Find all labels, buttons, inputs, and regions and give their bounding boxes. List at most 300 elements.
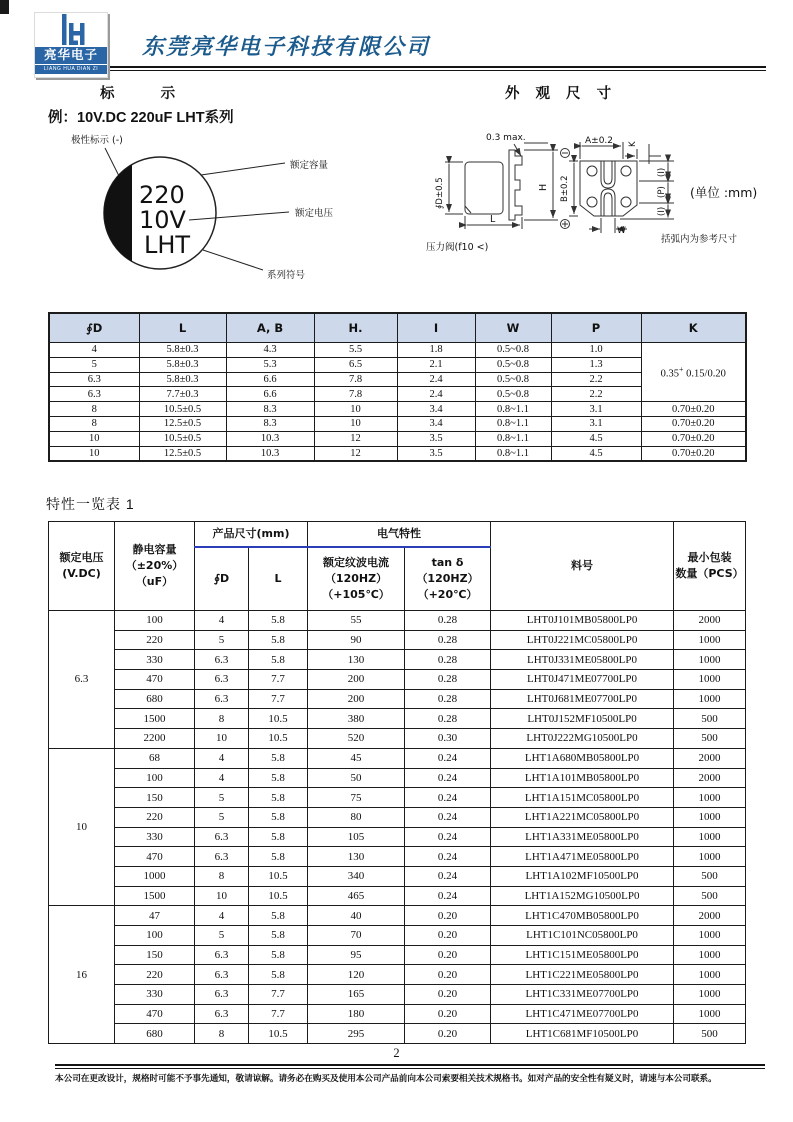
table-cell: 0.24 [405, 807, 491, 827]
table-cell: 2.4 [397, 387, 475, 402]
table-cell: 47 [115, 906, 195, 926]
table-cell: 10 [49, 431, 139, 446]
table-cell: LHT1C151ME05800LP0 [491, 945, 674, 965]
table-cell: 330 [115, 650, 195, 670]
table-row [49, 416, 746, 431]
table-cell: 45 [308, 748, 405, 768]
table-cell: 5.8±0.3 [139, 357, 226, 372]
table-row [49, 768, 746, 788]
table-cell: P [551, 313, 641, 343]
table-cell: 7.7 [249, 1004, 308, 1024]
table-cell: 0.5~0.8 [475, 357, 551, 372]
polarity-label: 极性标示 (-) [71, 135, 123, 146]
table-cell: 0.70±0.20 [641, 416, 746, 431]
table-cell: 1000 [674, 650, 746, 670]
table-cell: 0.28 [405, 670, 491, 690]
table-row [49, 343, 746, 358]
table-row [49, 630, 746, 650]
table-cell: 1.0 [551, 343, 641, 358]
table-cell: 7.8 [314, 372, 397, 387]
table-cell: L [249, 547, 308, 611]
table-cell: 470 [115, 670, 195, 690]
table-cell: 1000 [674, 788, 746, 808]
table-cell: 料号 [491, 522, 674, 611]
table-cell: 0.24 [405, 847, 491, 867]
table-cell: 500 [674, 729, 746, 749]
diameter-dim-label: ∮D±0.5 [435, 177, 445, 209]
table-cell: 7.7±0.3 [139, 387, 226, 402]
table-cell: 5 [195, 807, 249, 827]
table-cell: 500 [674, 886, 746, 906]
seat-plate-bottom-outline [580, 161, 637, 216]
table-cell: 200 [308, 670, 405, 690]
gap-dim-label: 0.3 max. [486, 133, 526, 143]
table-row [49, 1024, 746, 1044]
table-cell: 10.5±0.5 [139, 431, 226, 446]
table-cell: 10.5 [249, 729, 308, 749]
table-cell: 470 [115, 1004, 195, 1024]
table-cell: 4.5 [551, 431, 641, 446]
table-cell: 6.3 [195, 965, 249, 985]
cap-print-voltage: 10V [139, 206, 186, 234]
table-cell: 150 [115, 788, 195, 808]
table-cell: 8 [49, 416, 139, 431]
table-cell: 0.5~0.8 [475, 343, 551, 358]
table-row [49, 807, 746, 827]
table-cell: 2.4 [397, 372, 475, 387]
table-cell: L [139, 313, 226, 343]
table-row [49, 965, 746, 985]
table-cell: 0.20 [405, 945, 491, 965]
table-cell: 0.20 [405, 965, 491, 985]
table-cell: 8.3 [226, 402, 314, 417]
table-cell: LHT1C101NC05800LP0 [491, 926, 674, 946]
table-row [49, 402, 746, 417]
table-cell: 120 [308, 965, 405, 985]
voltage-group-cell: 10 [49, 748, 115, 906]
unit-note: (单位 :mm) [690, 185, 758, 200]
table-cell: 1000 [674, 985, 746, 1005]
table-cell: 0.28 [405, 611, 491, 631]
table-cell: 55 [308, 611, 405, 631]
table-cell: 8 [195, 709, 249, 729]
table-cell: 0.20 [405, 906, 491, 926]
table-cell: 0.20 [405, 1004, 491, 1024]
table-cell: 静电容量 （±20%） （uF） [115, 522, 195, 611]
table-cell: 8 [195, 1024, 249, 1044]
table-cell: 130 [308, 650, 405, 670]
table-cell: 2000 [674, 611, 746, 631]
table-cell: 1000 [674, 965, 746, 985]
height-dim-label: H [538, 183, 549, 191]
scan-corner-mark [0, 0, 9, 14]
table-cell: 0.70±0.20 [641, 446, 746, 461]
table-cell: 10.5 [249, 886, 308, 906]
table-cell: 5.8 [249, 748, 308, 768]
table-cell: 10.5 [249, 1024, 308, 1044]
table-cell: LHT0J101MB05800LP0 [491, 611, 674, 631]
table-cell: 680 [115, 689, 195, 709]
table-cell: 1000 [674, 689, 746, 709]
table-cell: 1000 [674, 1004, 746, 1024]
table-cell: 5.8 [249, 807, 308, 827]
table-cell: tan δ （120HZ） （+20℃） [405, 547, 491, 611]
table-cell: 1000 [674, 670, 746, 690]
table-row [49, 926, 746, 946]
capacitor-body-outline [465, 162, 503, 214]
table-cell: 150 [115, 945, 195, 965]
table-cell: 5 [195, 630, 249, 650]
table-cell: 3.4 [397, 402, 475, 417]
table-cell: 6.6 [226, 372, 314, 387]
table-cell: LHT1A151MC05800LP0 [491, 788, 674, 808]
table-cell: 5.8 [249, 650, 308, 670]
k-merged-cell: 0.35+ 0.15/0.20 [641, 343, 746, 402]
table-cell: 5.8 [249, 945, 308, 965]
table-cell: 50 [308, 768, 405, 788]
company-name: 东莞亮华电子科技有限公司 [142, 34, 431, 59]
dimension-table-wrap [48, 312, 747, 462]
polarity-crescent [104, 165, 132, 262]
table-cell: 5.8 [249, 788, 308, 808]
table-cell: 680 [115, 1024, 195, 1044]
table-cell: I [397, 313, 475, 343]
table-cell: LHT1C681MF10500LP0 [491, 1024, 674, 1044]
table-cell: 105 [308, 827, 405, 847]
table-cell: 500 [674, 1024, 746, 1044]
table-row [49, 650, 746, 670]
table-cell: 0.28 [405, 650, 491, 670]
table-cell: 1000 [674, 827, 746, 847]
table-cell: 5.8 [249, 847, 308, 867]
p-dim-label: (P) [657, 186, 667, 198]
table-cell: LHT1A152MG10500LP0 [491, 886, 674, 906]
dimension-drawing [418, 116, 793, 274]
table-cell: 3.4 [397, 416, 475, 431]
table-row [49, 906, 746, 926]
section-title-marking: 标 示 [100, 86, 182, 102]
table-row [49, 431, 746, 446]
table-cell: 6.3 [195, 945, 249, 965]
table-row [49, 446, 746, 461]
table-cell: 1000 [674, 926, 746, 946]
table-cell: LHT0J152MF10500LP0 [491, 709, 674, 729]
table-cell: W [475, 313, 551, 343]
table-cell: 130 [308, 847, 405, 867]
table-row [49, 1004, 746, 1024]
table-cell: 0.8~1.1 [475, 416, 551, 431]
table-cell: 2000 [674, 906, 746, 926]
table-cell: 7.7 [249, 985, 308, 1005]
table-cell: 1000 [115, 866, 195, 886]
table-row [49, 611, 746, 631]
table-cell: 6.3 [195, 827, 249, 847]
table-cell: 220 [115, 807, 195, 827]
table-cell: 5.3 [226, 357, 314, 372]
capacity-label: 额定容量 [290, 160, 329, 171]
table-cell: LHT1A471ME05800LP0 [491, 847, 674, 867]
cap-print-series: LHT [144, 231, 191, 259]
table-cell: 7.7 [249, 689, 308, 709]
table-cell: 12 [314, 431, 397, 446]
char-table [48, 521, 746, 1044]
table-cell: 220 [115, 965, 195, 985]
table-cell: 70 [308, 926, 405, 946]
table-cell: 465 [308, 886, 405, 906]
footer-rule [55, 1064, 765, 1069]
table-cell: 3.1 [551, 402, 641, 417]
logo-monogram-icon [35, 13, 107, 47]
table-row [49, 847, 746, 867]
table-cell: 12.5±0.5 [139, 416, 226, 431]
table-cell: LHT1A102MF10500LP0 [491, 866, 674, 886]
b-dim-label: B±0.2 [560, 175, 570, 202]
table-cell: LHT1C470MB05800LP0 [491, 906, 674, 926]
table-cell: ∮D [49, 313, 139, 343]
table-cell: 6.3 [195, 670, 249, 690]
table-cell: LHT1A101MB05800LP0 [491, 768, 674, 788]
logo-text: 亮华电子 [35, 47, 107, 64]
table-cell: 0.24 [405, 788, 491, 808]
table-cell: LHT1C331ME07700LP0 [491, 985, 674, 1005]
table-cell: 4 [49, 343, 139, 358]
table-cell: 0.20 [405, 1024, 491, 1044]
table-cell: 180 [308, 1004, 405, 1024]
table-cell: 10.3 [226, 446, 314, 461]
table-cell: 0.24 [405, 748, 491, 768]
pressure-valve-label: 压力阀(f10 <) [426, 242, 489, 253]
table-cell: 80 [308, 807, 405, 827]
table-cell: LHT1C471ME07700LP0 [491, 1004, 674, 1024]
table-cell: 产品尺寸(mm) [195, 522, 308, 548]
table-cell: 40 [308, 906, 405, 926]
table-cell: 最小包装 数量（PCS） [674, 522, 746, 611]
table-cell: 500 [674, 866, 746, 886]
w-dim-label: W [617, 226, 626, 236]
table-row [49, 709, 746, 729]
table-cell: 5 [195, 788, 249, 808]
table-row [49, 866, 746, 886]
table-cell: 3.1 [551, 416, 641, 431]
k-dim-label: K [628, 141, 638, 147]
table-cell: 2000 [674, 768, 746, 788]
header-rule [110, 66, 766, 71]
table-cell: 6.3 [49, 387, 139, 402]
table-cell: LHT1A221MC05800LP0 [491, 807, 674, 827]
table-cell: 1000 [674, 847, 746, 867]
table-cell: 10.5 [249, 709, 308, 729]
table-cell: 8 [195, 866, 249, 886]
table-cell: 100 [115, 768, 195, 788]
table-cell: 5.8 [249, 965, 308, 985]
table-cell: 0.28 [405, 709, 491, 729]
table-row [49, 886, 746, 906]
table-cell: LHT0J471ME07700LP0 [491, 670, 674, 690]
table-cell: 2.2 [551, 387, 641, 402]
table-cell: 0.8~1.1 [475, 402, 551, 417]
table-cell: ∮D [195, 547, 249, 611]
voltage-group-cell: 6.3 [49, 611, 115, 749]
logo-subtext: LIANG HUA DIAN ZI [35, 64, 107, 74]
table-cell: 额定纹波电流 （120HZ） （+105℃） [308, 547, 405, 611]
table-cell: 1000 [674, 630, 746, 650]
table-row [49, 788, 746, 808]
table-cell: 4 [195, 748, 249, 768]
table-cell: 5.8 [249, 906, 308, 926]
table-cell: 6.3 [195, 1004, 249, 1024]
marking-example-title: 例：10V.DC 220uF LHT系列 [48, 110, 234, 126]
table-cell: 0.30 [405, 729, 491, 749]
table-cell: 470 [115, 847, 195, 867]
table-cell: 68 [115, 748, 195, 768]
table-row [49, 670, 746, 690]
table-cell: 200 [308, 689, 405, 709]
table-cell: 3.5 [397, 431, 475, 446]
table-cell: 6.3 [195, 847, 249, 867]
series-label: 系列符号 [267, 270, 306, 281]
seat-plate-profile [509, 150, 522, 220]
table-cell: 4 [195, 611, 249, 631]
table-cell: A, B [226, 313, 314, 343]
table-cell: 10 [314, 402, 397, 417]
table-cell: 90 [308, 630, 405, 650]
table-cell: 10 [314, 416, 397, 431]
table-cell: 0.20 [405, 926, 491, 946]
table-cell: 0.20 [405, 985, 491, 1005]
table-cell: 500 [674, 709, 746, 729]
table-cell: 340 [308, 866, 405, 886]
a-dim-label: A±0.2 [585, 136, 614, 146]
table-cell: LHT1A331ME05800LP0 [491, 827, 674, 847]
table-cell: 4.5 [551, 446, 641, 461]
voltage-group-cell: 16 [49, 906, 115, 1044]
table-cell: 0.8~1.1 [475, 446, 551, 461]
table-cell: 5.8±0.3 [139, 343, 226, 358]
table-cell: 5.8 [249, 768, 308, 788]
table-cell: 520 [308, 729, 405, 749]
table-cell: H. [314, 313, 397, 343]
table-row [49, 827, 746, 847]
table-cell: 2.1 [397, 357, 475, 372]
table-cell: 5.8 [249, 630, 308, 650]
table-cell: 0.24 [405, 886, 491, 906]
length-dim-label: L [490, 214, 496, 225]
cap-print-capacity: 220 [139, 181, 185, 209]
table-cell: 2200 [115, 729, 195, 749]
table-cell: 1.3 [551, 357, 641, 372]
table-cell: 6.6 [226, 387, 314, 402]
table-cell: 3.5 [397, 446, 475, 461]
table-cell: 165 [308, 985, 405, 1005]
table-cell: LHT0J331ME05800LP0 [491, 650, 674, 670]
table-cell: 1000 [674, 807, 746, 827]
table-cell: 8 [49, 402, 139, 417]
table-cell: 100 [115, 926, 195, 946]
table-cell: 100 [115, 611, 195, 631]
table-cell: LHT0J221MC05800LP0 [491, 630, 674, 650]
table-cell: 5.5 [314, 343, 397, 358]
series-leader-line [203, 250, 263, 270]
company-logo [34, 12, 108, 78]
bracket-reference-note: 括弧内为参考尺寸 [661, 234, 738, 245]
table-row [49, 945, 746, 965]
table-cell: LHT0J681ME07700LP0 [491, 689, 674, 709]
table-cell: 1500 [115, 709, 195, 729]
voltage-label: 额定电压 [295, 208, 334, 219]
table-cell: 10 [49, 446, 139, 461]
characteristics-table-wrap [48, 521, 746, 1044]
table-cell: 10 [195, 729, 249, 749]
table-cell: 5.8 [249, 827, 308, 847]
table-cell: 5.8±0.3 [139, 372, 226, 387]
table-cell: 0.28 [405, 689, 491, 709]
table-cell: 0.24 [405, 827, 491, 847]
section-title-appearance: 外 观 尺 寸 [505, 86, 618, 102]
table-cell: 6.3 [195, 650, 249, 670]
table-cell: LHT1C221ME05800LP0 [491, 965, 674, 985]
i-bot-dim-label: (I) [657, 206, 667, 216]
table-cell: 75 [308, 788, 405, 808]
table-cell: 0.24 [405, 866, 491, 886]
table-cell: 330 [115, 985, 195, 1005]
table-cell: 0.5~0.8 [475, 372, 551, 387]
table-row [49, 748, 746, 768]
table-cell: 6.5 [314, 357, 397, 372]
table-cell: 电气特性 [308, 522, 491, 548]
marking-diagram [55, 128, 395, 290]
table-cell: 4 [195, 768, 249, 788]
table-cell: 1.8 [397, 343, 475, 358]
table-cell: 12 [314, 446, 397, 461]
table-row [49, 689, 746, 709]
characteristics-title: 特性一览表 1 [46, 496, 135, 512]
table-cell: 0.24 [405, 768, 491, 788]
table-cell: 6.3 [195, 689, 249, 709]
table-header-row [49, 522, 746, 548]
table-cell: 额定电压 (V.DC) [49, 522, 115, 611]
table-cell: LHT0J222MG10500LP0 [491, 729, 674, 749]
page-number: 2 [393, 1046, 400, 1060]
i-top-dim-label: (I) [657, 167, 667, 177]
table-row [49, 729, 746, 749]
table-cell: 2.2 [551, 372, 641, 387]
table-cell: 7.8 [314, 387, 397, 402]
table-cell: 0.8~1.1 [475, 431, 551, 446]
table-cell: 0.70±0.20 [641, 402, 746, 417]
table-cell: 4 [195, 906, 249, 926]
table-cell: 4.3 [226, 343, 314, 358]
table-cell: 10.3 [226, 431, 314, 446]
table-cell: 0.5~0.8 [475, 387, 551, 402]
table-cell: 5 [195, 926, 249, 946]
table-cell: 8.3 [226, 416, 314, 431]
table-cell: 380 [308, 709, 405, 729]
table-cell: 7.7 [249, 670, 308, 690]
footer-disclaimer: 本公司在更改设计，规格时可能不予事先通知，敬请谅解。请务必在购买及使用本公司产品前向本公司索要相关技术规格书。如对产品的安全性有疑义时，请速与本公司联系。 [55, 1073, 717, 1083]
table-cell: 330 [115, 827, 195, 847]
table-cell: LHT1A680MB05800LP0 [491, 748, 674, 768]
table-cell: 220 [115, 630, 195, 650]
table-cell: 12.5±0.5 [139, 446, 226, 461]
table-cell: 10.5 [249, 866, 308, 886]
table-cell: 5 [49, 357, 139, 372]
table-cell: 6.3 [49, 372, 139, 387]
table-cell: 0.28 [405, 630, 491, 650]
dim-table [48, 312, 747, 462]
table-cell: K [641, 313, 746, 343]
table-cell: 2000 [674, 748, 746, 768]
table-cell: 5.8 [249, 926, 308, 946]
